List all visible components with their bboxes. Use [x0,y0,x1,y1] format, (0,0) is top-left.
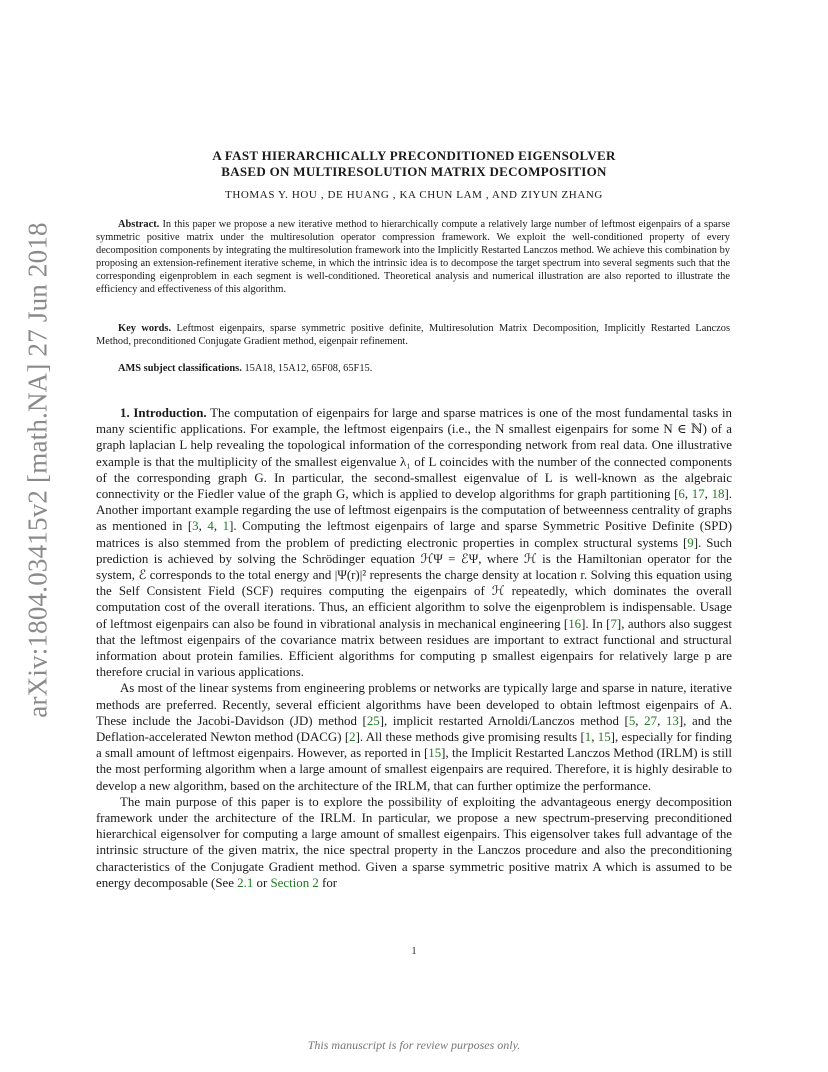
p1-t6: ]. Another important example regarding the use of leftmost eigenpairs is the computation of betweenness centrality of graphs as mentioned in [ [96,487,732,534]
abstract-text: In this paper we propose a new iterative method to hierarchically compute a relatively large number of leftmost eigenpairs of a sparse symmetric positive matrix under the multiresolution operator compression framework. We exploit the well-conditioned property of every decomposition components by integrating the multiresolution framework into the Implicitly Restarted Lanczos method. We achieve this combination by proposing an extension-refinement iterative scheme, in which the intrinsic idea is to decompose the target spectrum into several segments such that the corresponding eigenproblem in each segment is well-conditioned. Theoretical analysis and numerical illustration are also reported to illustrate the efficiency and effectiveness of this algorithm. [96,219,730,296]
ams-text: 15A18, 15A12, 65F08, 65F15. [244,363,373,374]
arxiv-identifier: arXiv:1804.03415v2 [math.NA] 27 Jun 2018 [22,222,53,718]
citation-link[interactable]: 7 [610,616,617,631]
citation-link[interactable]: 16 [568,616,582,631]
citation-link[interactable]: 15 [597,730,611,745]
p2-t10: ]. All these methods give promising results [ [355,730,585,745]
citation-link[interactable]: 5 [628,713,636,728]
p3-t4: for [318,875,338,890]
p2-t8: ], and the Deflation-accelerated Newton method (DACG) [ [96,713,732,745]
p2-t4: , [635,713,645,728]
introduction-section [96,405,732,891]
p1-t10: , [213,519,223,534]
p2-t6: , [657,713,666,728]
keywords-label: Key words. [118,323,172,334]
p2-t16: ], the Implicit Restarted Lanczos Method (IRLM) is still the most performing algorithm when a large amount of smallest eigenpairs are required. Therefore, it is highly desirable to develop a new algorithm, based on the architecture of the IRLM, that can further optimize the performance. [96,746,732,793]
citation-link[interactable]: 6 [678,487,685,502]
p1-t16: ]. In [ [581,616,611,631]
p1-t4: , [704,487,712,502]
citation-link[interactable]: 1 [584,730,592,745]
author-list: THOMAS Y. HOU , DE HUANG , KA CHUN LAM , AND ZIYUN ZHANG [225,189,603,201]
citation-link[interactable]: 17 [691,487,705,502]
citation-link[interactable]: 27 [644,713,658,728]
abstract [96,218,730,297]
paragraph-2 [96,680,732,793]
ams-label: AMS subject classifications. [118,363,242,374]
p2-t12: , [591,730,598,745]
p1-t0: The computation of eigenpairs for large and sparse matrices is one of the most fundamental tasks in many scientific applications. For example, the leftmost eigenpairs (i.e., the N smallest eigenpairs for some N ∈ ℕ) of a graph laplacian L help revealing the topological information of the corresponding network from real data. One illustrative example is that the multiplicity of the smallest eigenvalue λ₁ of L coincides with the number of the connected components of the corresponding graph G. In particular, the second-smallest eigenvalue of L is well-known as the algebraic connectivity or the Fiedler value of the graph G, which is applied to develop algorithms for graph partitioning [ [96,406,732,502]
title-line-2: BASED ON MULTIRESOLUTION MATRIX DECOMPOSITION [221,164,607,179]
citation-link[interactable]: 4 [207,519,214,534]
p1-t14: ]. Such prediction is achieved by solving the Schrödinger equation ℋΨ = ℰΨ, where ℋ is the Hamiltonian operator for the system, ℰ corresponds to the total energy and |Ψ(r)|² represents the charge density at location r. Solving this equation using the Self Consistent Field (SCF) requires computing the eigenpairs of ℋ repeatedly, which dominates the overall computation cost of the overall iterations. Thus, an efficient algorithm to solve the eigenproblem is indispensable. Usage of leftmost eigenpairs can also be found in vibrational analysis in mechanical engineering [ [96,535,732,631]
page-number: 1 [411,946,417,957]
p3-t2: or [253,875,271,890]
abstract-label: Abstract. [118,219,160,230]
citation-link[interactable]: 15 [428,746,442,761]
section-heading: 1. Introduction. [120,406,207,420]
citation-link[interactable]: 3 [192,519,199,534]
paragraph-1 [96,405,732,680]
p1-t2: , [684,487,692,502]
citation-link[interactable]: 2 [349,730,356,745]
p2-t2: ], implicit restarted Arnoldi/Lanczos method [ [379,713,629,728]
citation-link[interactable]: 1 [222,519,230,534]
p2-t0: As most of the linear systems from engineering problems or networks are typically large and sparse in nature, iterative methods are preferred. Recently, several efficient algorithms have been developed to obtain leftmost eigenpairs of A. These include the Jacobi-Davidson (JD) method [ [96,681,732,728]
cross-reference-link[interactable]: 2.1 [237,875,254,890]
keywords-text: Leftmost eigenpairs, sparse symmetric positive definite, Multiresolution Matrix Decomposition, Implicitly Restarted Lanczos Method, preconditioned Conjugate Gradient method, eigenpair refinement. [96,323,730,348]
paragraph-3 [96,794,732,891]
p1-t8: , [198,519,208,534]
p2-t14: ], especially for finding a small amount of leftmost eigenpairs. However, as reported in [ [96,730,732,761]
ams-classifications [96,362,730,375]
keywords [96,322,730,348]
citation-link[interactable]: 25 [366,713,380,728]
citation-link[interactable]: 13 [665,713,679,728]
arxiv-sidebar-stamp [18,222,58,718]
p1-t12: ]. Computing the leftmost eigenpairs of large and sparse Symmetric Positive Definite (SPD) matrices is also stemmed from the problem of predicting electronic properties in complex structural systems [ [96,519,733,550]
cross-reference-link[interactable]: Section 2 [270,875,319,890]
paper-title [96,148,732,180]
citation-link[interactable]: 9 [687,535,694,550]
p1-t18: ], authors also suggest that the leftmost eigenpairs of the covariance matrix between residues are important to extract functional and structural information about protein families. Efficient algorithms for computing p smallest eigenpairs for relatively large p are therefore crucial in various applications. [96,616,733,680]
review-footer: This manuscript is for review purposes only. [307,1038,521,1052]
p3-t0: The main purpose of this paper is to explore the possibility of exploiting the advantageous energy decomposition framework under the architecture of the IRLM. In particular, we propose a new spectrum-preserving preconditioned hierarchical eigensolver for computing a large amount of smallest eigenpairs. This eigensolver takes full advantage of the intrinsic structure of the given matrix, the nice spectral property in the Lanczos procedure and also the preconditioning characteristics of the Conjugate Gradient method. Given a sparse symmetric positive matrix A which is assumed to be energy decomposable (See [96,794,732,890]
citation-link[interactable]: 18 [711,487,725,502]
title-line-1: A FAST HIERARCHICALLY PRECONDITIONED EIGENSOLVER [212,148,616,163]
